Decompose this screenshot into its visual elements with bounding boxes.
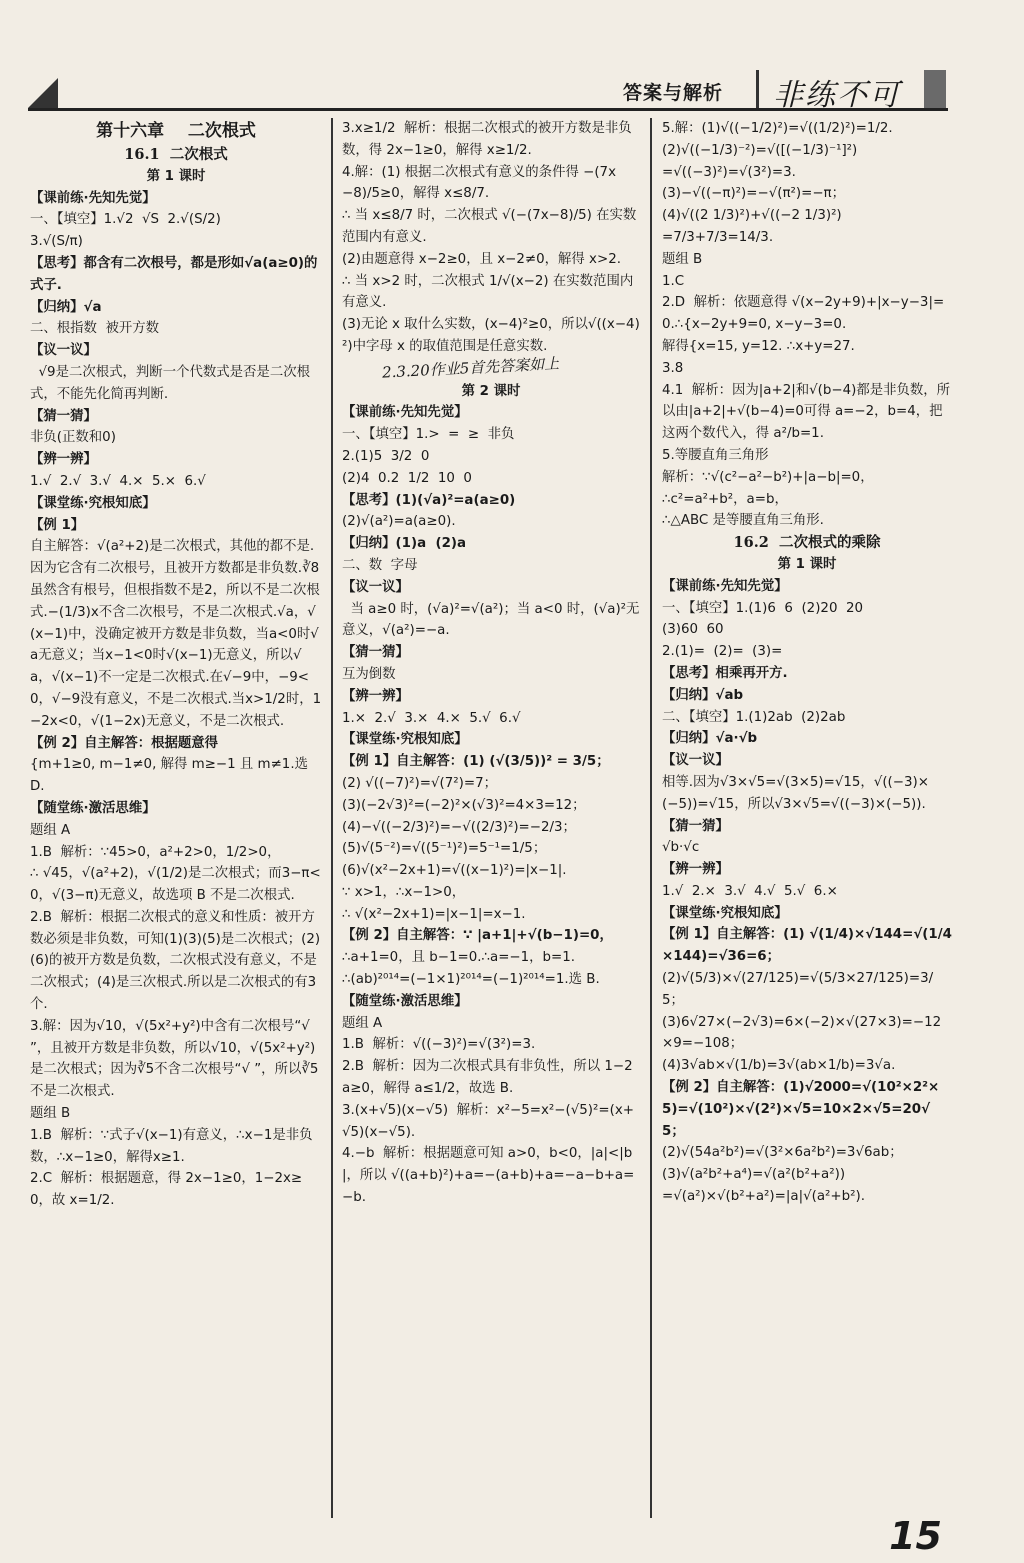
col1-line: 【议一议】 [30, 343, 97, 359]
col1-line: 【辨一辨】 [30, 452, 97, 468]
col3-line: (2)√(5/3)×√(27/125)=√(5/3×27/125)=3/5； [662, 971, 934, 1008]
col1-line: √9是二次根式，判断一个代数式是否是二次根式，不能先化简再判断. [30, 364, 310, 402]
page-header [28, 64, 948, 111]
col2-line: 【例 1】自主解答：(1) (√(3/5))² = 3/5； [342, 754, 610, 770]
col2-line: 【例 2】自主解答：∵ |a+1|+√(b−1)=0， [342, 928, 613, 944]
col1-line: 16.1 二次根式 [124, 146, 228, 163]
col1-line: {m+1≥0, m−1≠0, 解得 m≥−1 且 m≠1.选 D. [30, 757, 313, 795]
col3-line: 1.√ 2.× 3.√ 4.√ 5.√ 6.× [662, 883, 838, 899]
col2-line: (4)−√((−2/3)²)=−√((2/3)²)=−2/3； [342, 819, 576, 835]
col3-line: =√((−3)²)=√(3²)=3. [662, 164, 796, 180]
col2-line: 【课堂练·究根知底】 [342, 732, 468, 748]
col3-line: =√(a²)×√(b²+a²)=|a|√(a²+b²). [662, 1189, 865, 1205]
col3-line: 5.等腰直角三角形 [662, 447, 769, 463]
col2-line: 【猜一猜】 [342, 645, 409, 661]
col3-line: 【归纳】√ab [662, 687, 744, 703]
col1-line: 第十六章 二次根式 [96, 121, 256, 141]
col3-line: =7/3+7/3=14/3. [662, 229, 774, 245]
col2-line: 【议一议】 [342, 579, 409, 595]
col2-line: (2)√(a²)=a(a≥0). [342, 514, 456, 530]
col1-line: 【课堂练·究根知底】 [30, 495, 156, 511]
column-2 [342, 118, 640, 1209]
col3-line: 【猜一猜】 [662, 818, 729, 834]
col2-line: 一、【填空】1.> = ≥ 非负 [342, 427, 515, 443]
col3-line: (4)3√ab×√(1/b)=3√(ab×1/b)=3√a. [662, 1058, 896, 1074]
column-divider-1 [331, 118, 333, 1518]
col2-line: 【课前练·先知先觉】 [342, 405, 468, 421]
col1-line: 【猜一猜】 [30, 408, 97, 424]
corner-triangle-icon [28, 78, 58, 108]
col2-line: 题组 A [342, 1015, 383, 1031]
section-title: 答案与解析 [623, 82, 724, 104]
col2-line: ∴ 当 x≤8/7 时，二次根式 √(−(7x−8)/5) 在实数范围内有意义. [342, 208, 637, 245]
col3-line: 【辨一辨】 [662, 862, 729, 878]
col3-line: 4.1 解析：因为|a+2|和√(b−4)都是非负数，所以由|a+2|+√(b−4)=0可得 a=−2，b=4，把这两个数代入，得 a²/b=1. [662, 382, 951, 442]
header-block [924, 70, 946, 108]
col3-line: ∴△ABC 是等腰直角三角形. [662, 513, 824, 529]
col1-line: 第 1 课时 [146, 168, 206, 184]
header-divider [756, 70, 759, 108]
col1-line: 【例 1】 [30, 517, 85, 533]
col1-line: 【思考】都含有二次根号，都是形如√a(a≥0)的式子. [30, 255, 318, 293]
col1-line: 1.B 解析：∵式子√(x−1)有意义，∴x−1是非负数，∴x−1≥0，解得x≥1. [30, 1127, 313, 1165]
col2-line: ∴(ab)²⁰¹⁴=(−1×1)²⁰¹⁴=(−1)²⁰¹⁴=1.选 B. [342, 972, 600, 988]
col1-line: 二、根指数 被开方数 [30, 321, 160, 337]
col1-line: 非负(正数和0) [30, 430, 116, 446]
col2-line: 2.(1)5 3/2 0 [342, 448, 430, 464]
col2-line: (6)√(x²−2x+1)=√((x−1)²)=|x−1|. [342, 863, 567, 879]
col3-line: (3)−√((−π)²)=−√(π²)=−π； [662, 186, 846, 202]
col1-line: 3.解：因为√10，√(5x²+y²)中含有二次根号“√ ”，且被开方数是非负数，所以√10，√(5x²+y²)是二次根式；因为∛5不含二次根号“√ ”，所以∛5不是二次根式. [30, 1018, 319, 1100]
col3-line: 2.D 解析：依题意得 √(x−2y+9)+|x−y−3|=0.∴{x−2y+9=0, x−y−3=0. [662, 295, 945, 333]
col1-line: 2.C 解析：根据题意，得 2x−1≥0，1−2x≥0，故 x=1/2. [30, 1171, 303, 1209]
col1-line: ∴ √45，√(a²+2)，√(1/2)是二次根式；而3−π<0，√(3−π)无意义，故选项 B 不是二次根式. [30, 866, 321, 904]
col3-line: 16.2 二次根式的乘除 [733, 534, 881, 552]
col2-line: ∴ √(x²−2x+1)=|x−1|=x−1. [342, 906, 526, 922]
col2-line: (2)由题意得 x−2≥0，且 x−2≠0，解得 x>2. [342, 251, 621, 267]
col2-line: 当 a≥0 时，(√a)²=√(a²)；当 a<0 时，(√a)²无意义，√(a²)=−a. [342, 601, 640, 639]
col2-line: 4.解：(1) 根据二次根式有意义的条件得 −(7x−8)/5≥0，解得 x≤8/7. [342, 164, 617, 202]
col3-line: 第 1 课时 [777, 556, 837, 572]
col3-line: (2)√(54a²b²)=√(3²×6a²b²)=3√6ab； [662, 1145, 903, 1161]
col1-line: 【随堂练·激活思维】 [30, 800, 156, 816]
col2-line: 1.× 2.√ 3.× 4.× 5.√ 6.√ [342, 710, 521, 726]
col3-line: (3)√(a²b²+a⁴)=√(a²(b²+a²)) [662, 1167, 846, 1183]
col2-line: ∵ x>1，∴x−1>0， [342, 884, 466, 900]
col2-line: 【随堂练·激活思维】 [342, 993, 468, 1009]
col2-line: ∴a+1=0，且 b−1=0.∴a=−1，b=1. [342, 950, 576, 966]
col3-line: 【例 1】自主解答：(1) √(1/4)×√144=√(1/4×144)=√36=6； [662, 927, 952, 965]
col1-line: 【例 2】自主解答：根据题意得 [30, 735, 219, 751]
col1-line: 2.B 解析：根据二次根式的意义和性质：被开方数必须是非负数，可知(1)(3)(5)是二次根式；(2)(6)的被开方数是负数，二次根式没有意义，不是二次根式；(4)是三次根式.所以是二次根式的有3个. [30, 909, 321, 1013]
col2-line: 【归纳】(1)a (2)a [342, 536, 467, 552]
col3-line: 解析：∵√(c²−a²−b²)+|a−b|=0， [662, 469, 874, 485]
col2-line: ∴ 当 x>2 时，二次根式 1/√(x−2) 在实数范围内有意义. [342, 273, 634, 311]
col3-line: 【课前练·先知先觉】 [662, 578, 788, 594]
col1-line: 【课前练·先知先觉】 [30, 190, 156, 206]
col1-line: 题组 A [30, 822, 71, 838]
col3-line: 相等.因为√3×√5=√(3×5)=√15，√((−3)×(−5))=√15，所以√3×√5=√((−3)×(−5)). [662, 774, 929, 812]
brand-logo: 非练不可 [773, 78, 901, 113]
col2-line: 2.B 解析：因为二次根式具有非负性，所以 1−2a≥0，解得 a≤1/2，故选 B. [342, 1059, 633, 1097]
col2-line: (3)无论 x 取什么实数，(x−4)²≥0，所以√((x−4)²)中字母 x 的取值范围是任意实数. [342, 317, 640, 354]
col3-line: 3.8 [662, 360, 684, 376]
col3-line: ∴c²=a²+b²，a=b， [662, 491, 788, 507]
column-3 [662, 118, 952, 1208]
col2-line: 3.(x+√5)(x−√5) 解析：x²−5=x²−(√5)²=(x+√5)(x−√5). [342, 1102, 634, 1140]
col3-line: 题组 B [662, 251, 703, 267]
col1-line: 【归纳】√a [30, 299, 102, 315]
column-divider-2 [650, 118, 652, 1518]
col2-line: 1.B 解析：√((−3)²)=√(3²)=3. [342, 1037, 536, 1053]
col3-line: 2.(1)= (2)= (3)= [662, 644, 783, 660]
col2-line: 4.−b 解析：根据题意可知 a>0，b<0，|a|<|b|，所以 √((a+b)²)+a=−(a+b)+a=−a−b+a=−b. [342, 1146, 635, 1206]
col1-line: 自主解答：√(a²+2)是二次根式，其他的都不是.因为它含有二次根号，且被开方数都是非负数.∛8虽然含有根号，但根指数不是2，所以不是二次根式.−(1/3)x不含二次根号，不是二次根式.√a，√(x−1)中，没确定被开方数是非负数，当a<0时√a无意义；当x−1<0时√(x−1)无意义，所以√a，√(x−1)不一定是二次根式.在√−9中，−9<0，√−9没有意义，不是二次根式.当x>1/2时，1−2x<0，√(1−2x)无意义，不是二次根式. [30, 539, 322, 729]
page-number: 15 [889, 1514, 942, 1558]
col3-line: 一、【填空】1.(1)6 6 (2)20 20 [662, 600, 864, 616]
col2-line: (2) √((−7)²)=√(7²)=7； [342, 775, 497, 791]
col2-line: 二、数 字母 [342, 557, 418, 573]
col3-line: 1.C [662, 273, 685, 289]
col1-line: 题组 B [30, 1106, 71, 1122]
col3-line: (4)√((2 1/3)²)+√((−2 1/3)²) [662, 208, 842, 224]
col1-line: 一、【填空】1.√2 √S 2.√(S/2) [30, 212, 221, 228]
col3-line: 【课堂练·究根知底】 [662, 905, 788, 921]
col1-line: 3.√(S/π) [30, 234, 83, 250]
col3-line: (2)√((−1/3)⁻²)=√([(−1/3)⁻¹]²) [662, 142, 858, 158]
col3-line: 【议一议】 [662, 753, 729, 769]
col1-line: 1.B 解析：∵45>0，a²+2>0，1/2>0， [30, 844, 281, 860]
column-1 [30, 118, 322, 1212]
col3-line: 【归纳】√a·√b [662, 731, 758, 747]
col3-line: (3)60 60 [662, 622, 724, 638]
col3-line: 【思考】相乘再开方. [662, 665, 788, 681]
col2-line: (2)4 0.2 1/2 10 0 [342, 470, 472, 486]
col2-line: (3)(−2√3)²=(−2)²×(√3)²=4×3=12； [342, 797, 586, 813]
col2-line: 互为倒数 [342, 666, 396, 682]
col2-line: 【辨一辨】 [342, 688, 409, 704]
col3-line: 二、【填空】1.(1)2ab (2)2ab [662, 709, 846, 725]
col3-line: (3)6√27×(−2√3)=6×(−2)×√(27×3)=−12×9=−108； [662, 1014, 942, 1052]
col2-line: 3.x≥1/2 解析：根据二次根式的被开方数是非负数，得 2x−1≥0，解得 x≥1/2. [342, 121, 632, 158]
col3-line: 解得{x=15, y=12. ∴x+y=27. [662, 338, 855, 354]
col2-line: 2.3.20作业5首先答案如上 [381, 354, 560, 382]
col3-line: 5.解：(1)√((−1/2)²)=√((1/2)²)=1/2. [662, 121, 893, 136]
col2-line: 第 2 课时 [461, 383, 521, 399]
col1-line: 1.√ 2.√ 3.√ 4.× 5.× 6.√ [30, 473, 206, 489]
col3-line: √b·√c [662, 840, 700, 856]
col2-line: 【思考】(1)(√a)²=a(a≥0) [342, 492, 516, 508]
col2-line: (5)√(5⁻²)=√((5⁻¹)²)=5⁻¹=1/5； [342, 841, 547, 857]
col3-line: 【例 2】自主解答：(1)√2000=√(10²×2²×5)=√(10²)×√(2²)×√5=10×2×√5=20√5； [662, 1080, 940, 1139]
